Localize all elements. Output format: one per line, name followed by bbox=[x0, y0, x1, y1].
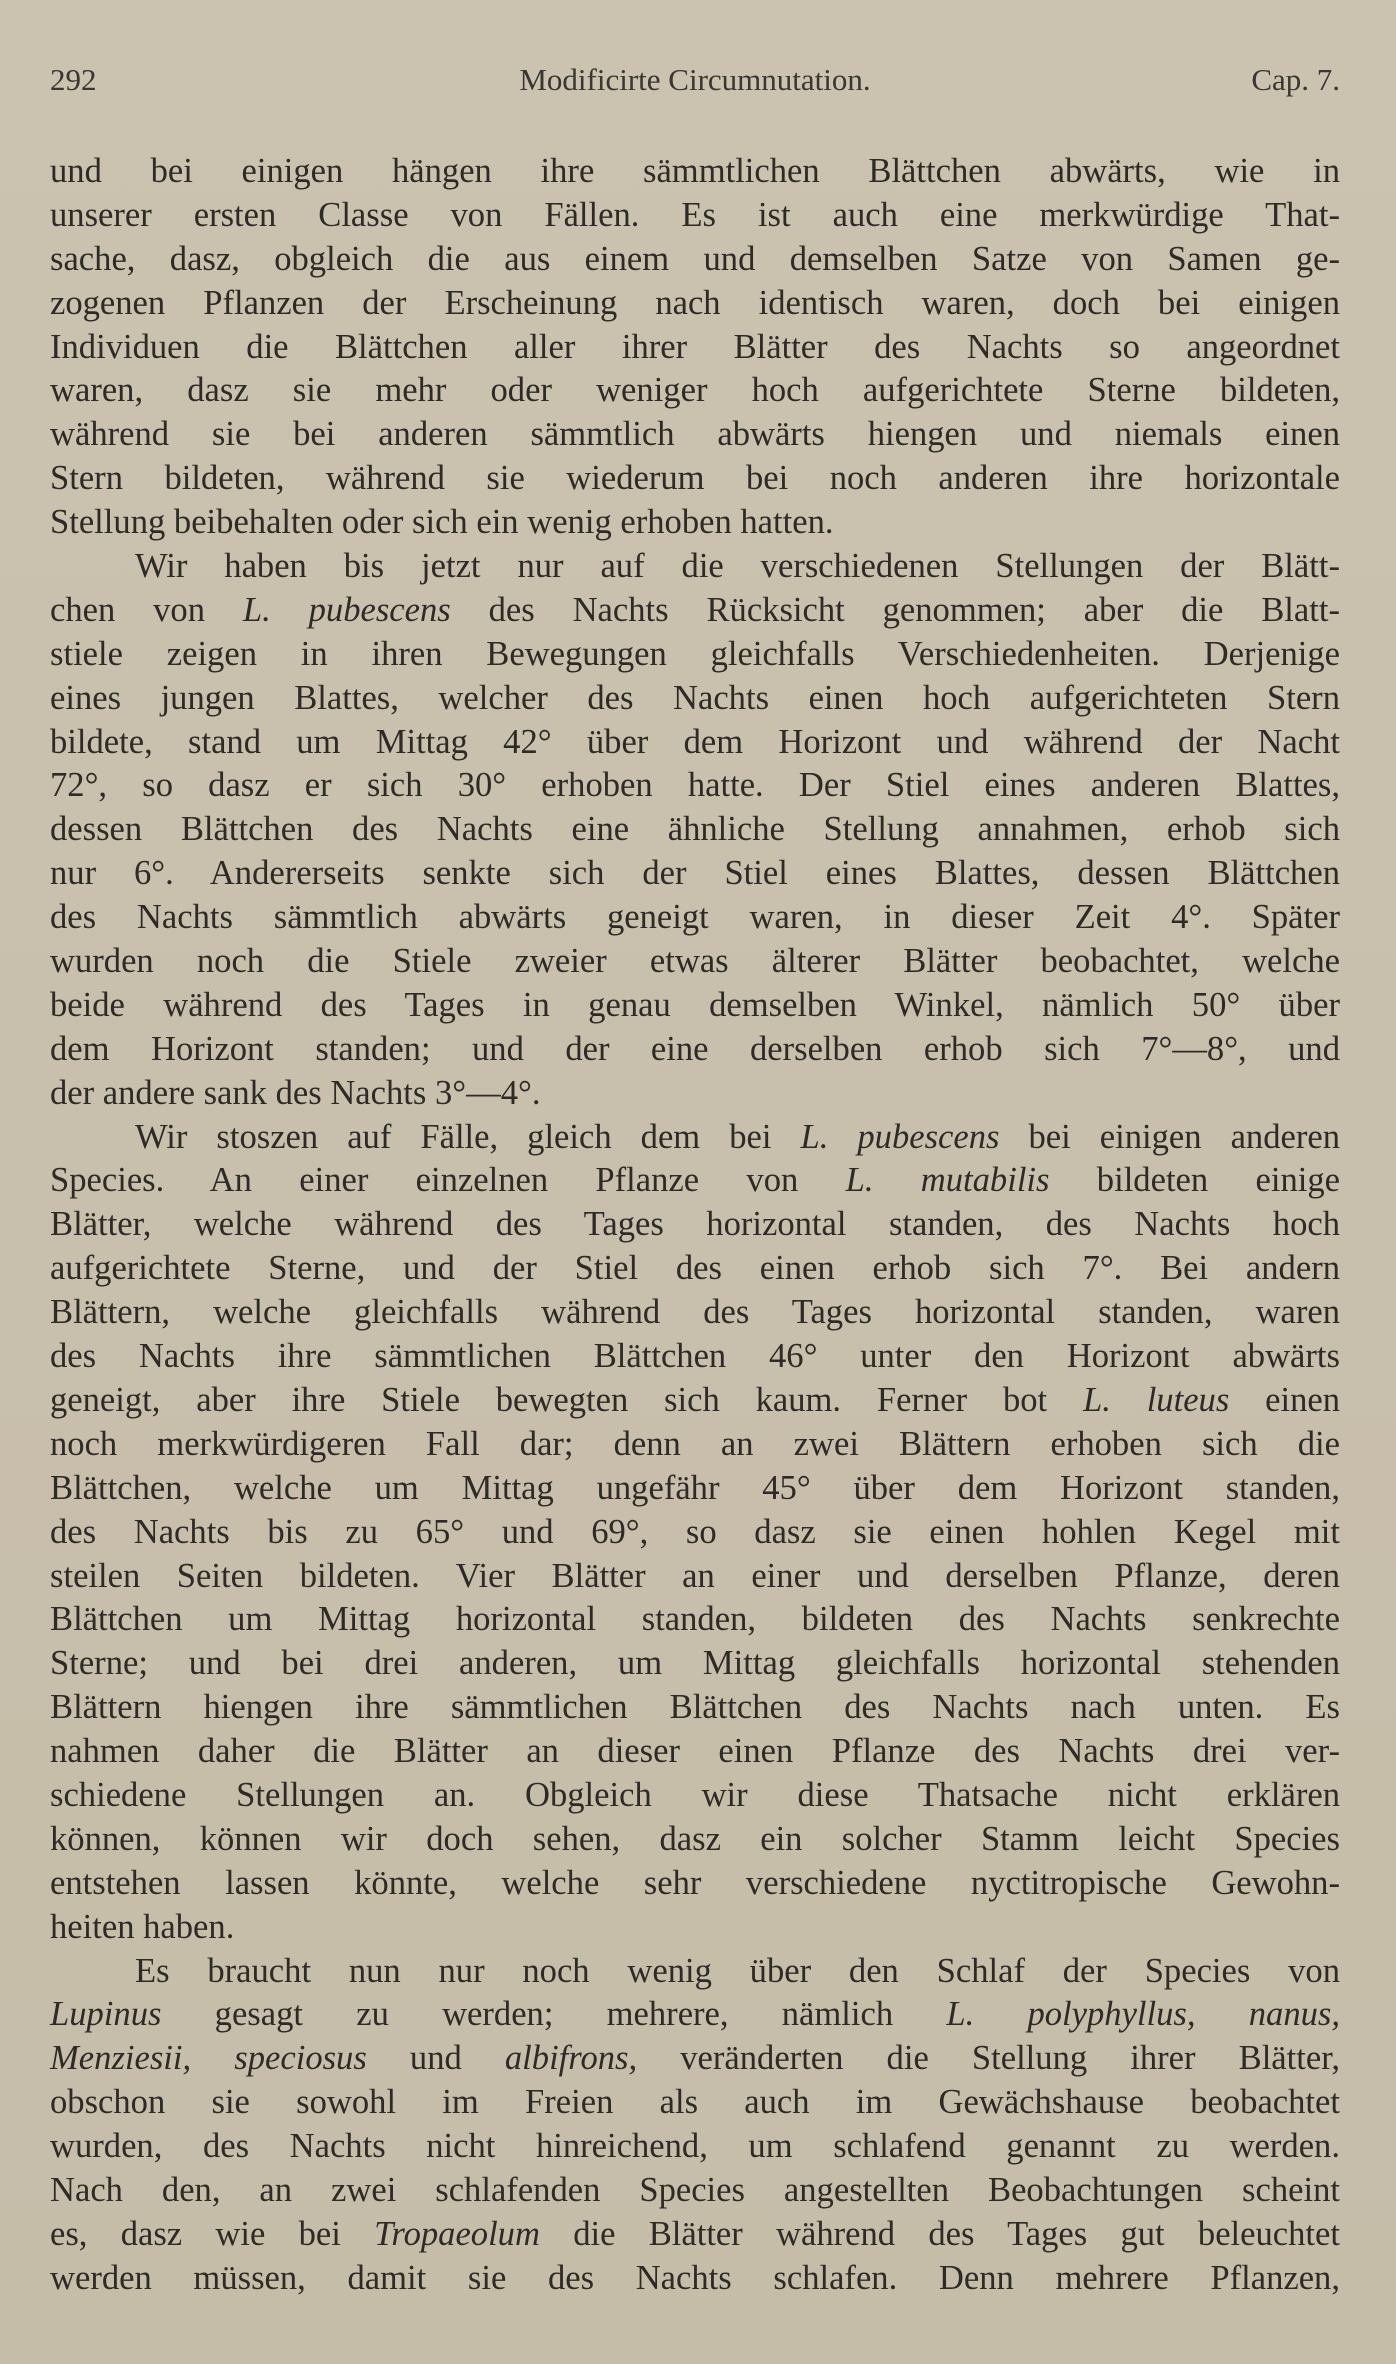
text-line: waren, dasz sie mehr oder weniger hoch aufgerichtete Sterne bildeten, bbox=[50, 371, 1340, 410]
text-line: schiedene Stellungen an. Obgleich wir diese Thatsache nicht erklären bbox=[50, 1775, 1340, 1814]
text-line: Nach den, an zwei schlafenden Species angestellten Beobachtungen scheint bbox=[50, 2170, 1340, 2209]
text-line: werden müssen, damit sie des Nachts schlafen. Denn mehrere Pflanzen, bbox=[50, 2258, 1340, 2297]
body-text bbox=[50, 150, 1340, 2301]
text-line: unserer ersten Classe von Fällen. Es ist auch eine merkwürdige That- bbox=[50, 195, 1340, 234]
text-line: Wir stoszen auf Fälle, gleich dem bei L. pubescens bei einigen anderen bbox=[135, 1117, 1340, 1156]
text-line: des Nachts bis zu 65° und 69°, so dasz sie einen hohlen Kegel mit bbox=[50, 1512, 1340, 1551]
text-line: Blättern hiengen ihre sämmtlichen Blättchen des Nachts nach unten. Es bbox=[50, 1688, 1340, 1727]
text-line: der andere sank des Nachts 3°—4°. bbox=[50, 1073, 541, 1112]
text-line: während sie bei anderen sämmtlich abwärts hiengen und niemals einen bbox=[50, 415, 1340, 454]
text-line: 72°, so dasz er sich 30° erhoben hatte. Der Stiel eines anderen Blattes, bbox=[50, 766, 1340, 805]
text-line: chen von L. pubescens des Nachts Rücksicht genommen; aber die Blatt- bbox=[50, 590, 1340, 629]
text-line: beide während des Tages in genau demselben Winkel, nämlich 50° über bbox=[50, 985, 1340, 1024]
page-number: 292 bbox=[50, 62, 97, 97]
text-line: des Nachts ihre sämmtlichen Blättchen 46° unter den Horizont abwärts bbox=[50, 1337, 1340, 1376]
text-line: Menziesii, speciosus und albifrons, veränderten die Stellung ihrer Blätter, bbox=[50, 2039, 1340, 2078]
text-line: geneigt, aber ihre Stiele bewegten sich kaum. Ferner bot L. luteus einen bbox=[50, 1380, 1341, 1419]
text-line: und bei einigen hängen ihre sämmtlichen Blättchen abwärts, wie in bbox=[50, 152, 1340, 190]
text-line: heiten haben. bbox=[50, 1907, 235, 1946]
text-line: wurden noch die Stiele zweier etwas älterer Blätter beobachtet, welche bbox=[50, 942, 1340, 981]
text-line: des Nachts sämmtlich abwärts geneigt waren, in dieser Zeit 4°. Später bbox=[50, 898, 1340, 937]
text-line: Es braucht nun nur noch wenig über den Schlaf der Species von bbox=[135, 1951, 1340, 1990]
text-line: es, dasz wie bei Tropaeolum die Blätter während des Tages gut beleuchtet bbox=[50, 2214, 1340, 2253]
text-line: eines jungen Blattes, welcher des Nachts einen hoch aufgerichteten Stern bbox=[50, 678, 1340, 717]
text-line: Species. An einer einzelnen Pflanze von L. mutabilis bildeten einige bbox=[50, 1161, 1340, 1200]
text-line: nahmen daher die Blätter an dieser einen Pflanze des Nachts drei ver- bbox=[50, 1732, 1340, 1771]
text-line: Blättchen, welche um Mittag ungefähr 45° über dem Horizont standen, bbox=[50, 1468, 1340, 1507]
text-line: Wir haben bis jetzt nur auf die verschiedenen Stellungen der Blätt- bbox=[135, 547, 1340, 586]
text-line: dessen Blättchen des Nachts eine ähnliche Stellung annahmen, erhob sich bbox=[50, 810, 1340, 849]
text-line: Stellung beibehalten oder sich ein wenig erhoben hatten. bbox=[50, 503, 834, 542]
text-line: aufgerichtete Sterne, und der Stiel des einen erhob sich 7°. Bei andern bbox=[50, 1249, 1340, 1288]
text-line: zogenen Pflanzen der Erscheinung nach identisch waren, doch bei einigen bbox=[50, 283, 1340, 322]
text-line: sache, dasz, obgleich die aus einem und demselben Satze von Samen ge- bbox=[50, 239, 1340, 278]
text-line: entstehen lassen könnte, welche sehr verschiedene nyctitropische Gewohn- bbox=[50, 1863, 1340, 1902]
running-title: Modificirte Circumnutation. bbox=[519, 62, 871, 97]
text-line: obschon sie sowohl im Freien als auch im Gewächshause beobachtet bbox=[50, 2083, 1340, 2122]
text-line: Blätter, welche während des Tages horizontal standen, des Nachts hoch bbox=[50, 1205, 1340, 1244]
text-line: dem Horizont standen; und der eine derselben erhob sich 7°—8°, und bbox=[50, 1029, 1340, 1068]
text-line: stiele zeigen in ihren Bewegungen gleichfalls Verschiedenheiten. Derjenige bbox=[50, 634, 1340, 673]
text-line: noch merkwürdigeren Fall dar; denn an zwei Blättern erhoben sich die bbox=[50, 1424, 1340, 1463]
text-line: Blättern, welche gleichfalls während des Tages horizontal standen, waren bbox=[50, 1293, 1340, 1332]
text-line: Lupinus gesagt zu werden; mehrere, nämlich L. polyphyllus, nanus, bbox=[50, 1995, 1340, 2034]
text-line: Blättchen um Mittag horizontal standen, bildeten des Nachts senkrechte bbox=[50, 1600, 1340, 1639]
text-line: bildete, stand um Mittag 42° über dem Horizont und während der Nacht bbox=[50, 722, 1340, 761]
text-line: Individuen die Blättchen aller ihrer Blätter des Nachts so angeordnet bbox=[50, 327, 1340, 366]
text-line: Sterne; und bei drei anderen, um Mittag gleichfalls horizontal stehenden bbox=[50, 1644, 1340, 1683]
text-line: steilen Seiten bildeten. Vier Blätter an einer und derselben Pflanze, deren bbox=[50, 1556, 1340, 1595]
text-line: nur 6°. Andererseits senkte sich der Stiel eines Blattes, dessen Blättchen bbox=[50, 854, 1340, 893]
text-line: wurden, des Nachts nicht hinreichend, um schlafend genannt zu werden. bbox=[50, 2127, 1340, 2166]
running-header bbox=[50, 62, 1340, 108]
chapter-label: Cap. 7. bbox=[1251, 62, 1340, 97]
text-line: können, können wir doch sehen, dasz ein solcher Stamm leicht Species bbox=[50, 1819, 1340, 1858]
text-line: Stern bildeten, während sie wiederum bei noch anderen ihre horizontale bbox=[50, 459, 1340, 498]
